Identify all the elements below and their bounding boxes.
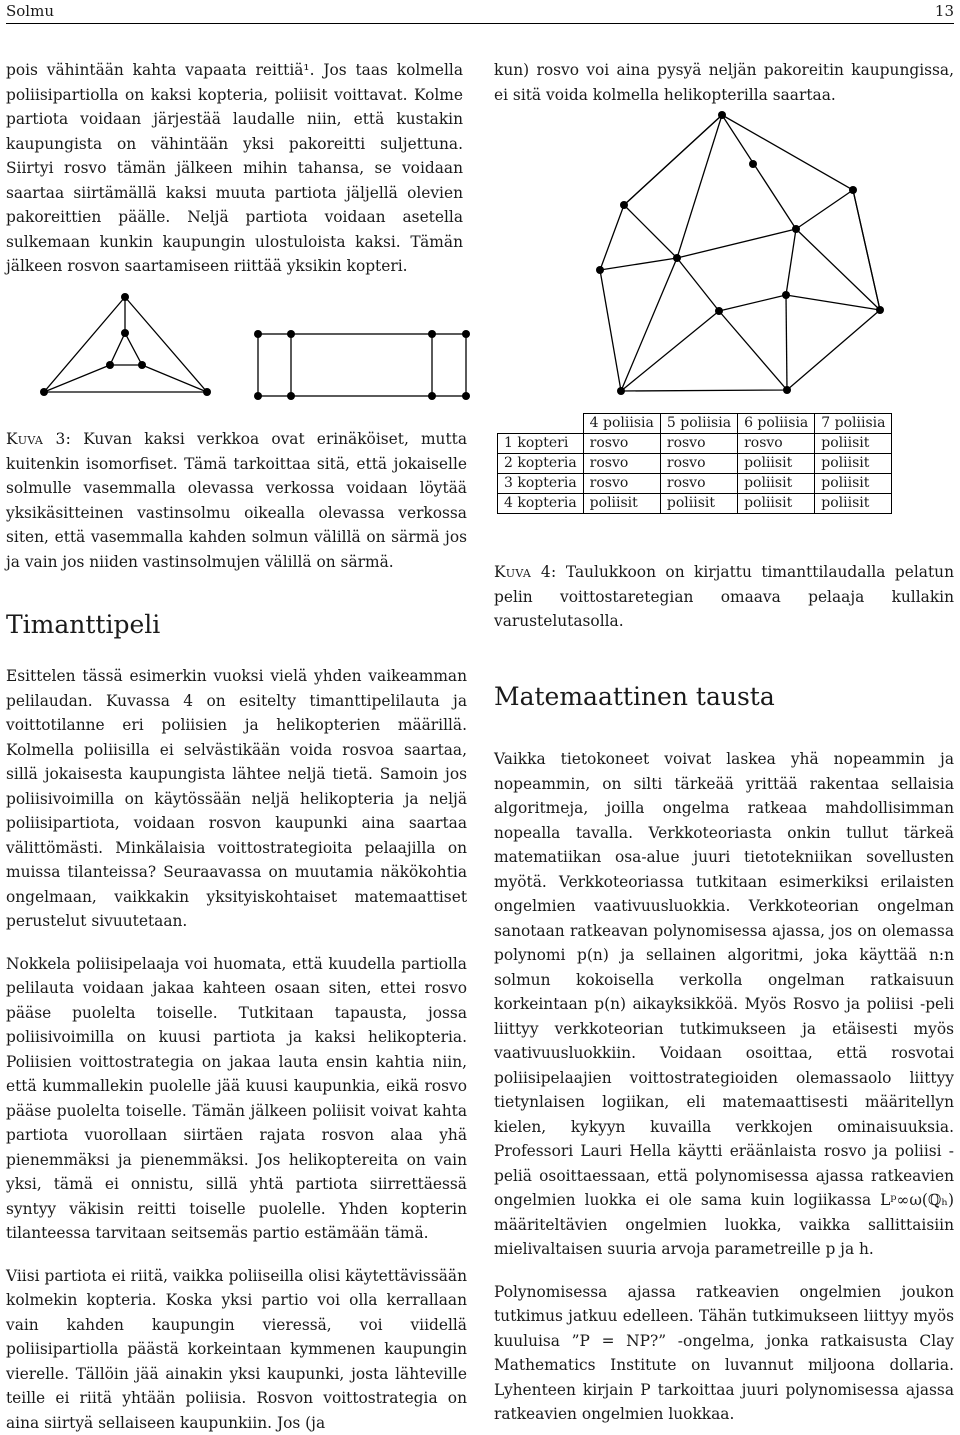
table-cell: rosvo xyxy=(583,434,660,454)
table-row xyxy=(498,454,892,474)
graph-node xyxy=(462,392,470,400)
graph-node xyxy=(620,201,628,209)
graph-node xyxy=(254,392,262,400)
table-cell: poliisit xyxy=(738,494,815,514)
paragraph: Vaikka tietokoneet voivat laskea yhä nopeammin ja nopeammin, on silti tärkeää yrittää rakentaa sellaisia algoritmeja, joilla ongelma ratkeaa mahdollisimman nopealla tavalla. Verkkoteoriasta onkin tullut tärkeä matematiikan osa-alue juuri tietotekniikan sovellusten myötä. Verkkoteoriassa tutkitaan esimerkiksi erilaisten ongelmien vaativuusluokkia. Verkkoteorian ongelman sanotaan ratkeavan polynomisessa ajassa, jos on olemassa polynomi p(n) ja sellainen algoritmi, joka käyttää n:n solmun kokoisella verkolla ongelman ratkaisuun korkeintaan p(n) aikayksikköä. Myös Rosvo ja poliisi -peli liittyy verkkoteorian tutkimukseen ja etäisesti myös vaativuusluokkiin. Voidaan osoittaa, että rosvotai poliisipelaajien voittostrategioiden olemassaolo liittyy tietynlaisen logiikan, eli matemaattisesti määritellyn kielen, kykyyn kuvailla verkkojen ominaisuuksia. Professori Lauri Hella käytti eräänlaista rosvo ja poliisi -peliä osoittaessaan, että polynomisessa ajassa ratkeavien ongelmien luokka ei ole sama kuin logiikassa Lᵖ∞ω(ℚₕ) määriteltävien ongelmien luokka, vaikka sallittaisiin mielivaltaisen suuria arvoja parametreille p ja h. xyxy=(494,747,954,1262)
graph-node xyxy=(428,330,436,338)
rectangle-nodes xyxy=(254,330,470,400)
rectangle-edges xyxy=(258,334,466,396)
running-title: Solmu xyxy=(6,0,54,22)
table-cell: poliisit xyxy=(815,474,892,494)
diamond-board-nodes xyxy=(596,111,884,395)
graph-node xyxy=(876,306,884,314)
triangle-edges xyxy=(44,297,207,392)
paragraph: Polynomisessa ajassa ratkeavien ongelmien joukon tutkimus jatkuu edelleen. Tähän tutkimukseen liittyy myös kuuluisa ”P = NP?” -ongelma, jonka ratkaisusta Clay Mathematics Institute on luvannut miljoona dollaria. Lyhenteen kirjain P tarkoittaa juuri polynomisessa ajassa ratkeavien ongelmien luokkaa. xyxy=(494,1280,954,1427)
graph-node xyxy=(254,330,262,338)
graph-node xyxy=(749,160,757,168)
figure3-caption xyxy=(6,427,467,574)
graph-node xyxy=(783,386,791,394)
caption-text: Kuvan kaksi verkkoa ovat erinäköiset, mutta kuitenkin isomorfiset. Tämä tarkoittaa sitä, että jokaiselle solmulle vasemmalla olevassa verkossa voidaan löytää yksikäsitteinen vastinsolmu oikealla olevassa verkossa siten, että vasemmalla kahden solmun välillä on särmä jos ja vain jos niiden vastinsolmujen välillä on särmä. xyxy=(6,430,467,571)
table-cell: rosvo xyxy=(660,454,737,474)
graph-node xyxy=(106,361,114,369)
table-cell: poliisit xyxy=(583,494,660,514)
graph-node xyxy=(121,293,129,301)
row-header: 1 kopteri xyxy=(498,434,584,454)
diamond-board-edges xyxy=(600,115,880,391)
page-number: 13 xyxy=(935,0,954,22)
graph-node xyxy=(718,111,726,119)
graph-node xyxy=(203,388,211,396)
column-header: 5 poliisia xyxy=(660,414,737,434)
graph-node xyxy=(287,330,295,338)
table-cell: rosvo xyxy=(660,474,737,494)
table-header-row xyxy=(498,414,892,434)
figure-label: Kuva 4: xyxy=(494,563,556,581)
table-cell: rosvo xyxy=(583,454,660,474)
table-cell: rosvo xyxy=(738,434,815,454)
graph-node xyxy=(792,225,800,233)
column-header: 4 poliisia xyxy=(583,414,660,434)
graph-node xyxy=(715,307,723,315)
table-cell: poliisit xyxy=(815,454,892,474)
graph-node xyxy=(596,266,604,274)
figure-label: Kuva 3: xyxy=(6,430,71,448)
section-title-tausta: Matemaattinen tausta xyxy=(494,682,775,711)
column-header: 6 poliisia xyxy=(738,414,815,434)
paragraph: pois vähintään kahta vapaata reittiä¹. Jos taas kolmella poliisipartiolla on kaksi kopteria, poliisit voittavat. Kolme partiota voidaan järjestää laudalle niin, että kustakin kaupungista on vähintään yksi pakoreitti suljettuna. Siirtyi rosvo tämän jälkeen mihin tahansa, se voidaan saartaa siirtämällä kaksi muuta partiota jäljellä olevien pakoreittien päälle. Neljä partiota voidaan asetella sulkemaan kunkin kaupungin ulostuloista kaksi. Tämän jälkeen rosvon saartamiseen riittää yksikin kopteri. xyxy=(6,58,463,279)
figure4-caption xyxy=(494,560,954,634)
table-cell: rosvo xyxy=(583,474,660,494)
graph-node xyxy=(40,388,48,396)
row-header: 4 kopteria xyxy=(498,494,584,514)
paragraph: Nokkela poliisipelaaja voi huomata, että kuudella partiolla pelilauta voidaan jakaa kahteen osaan siten, ettei rosvo pääse puolelta toiselle. Tutkitaan tapausta, jossa poliisivoimilla on kuusi partiota ja kaksi helikopteria. Poliisien voittostrategia on jakaa lauta ensin kahtia niin, että kummallekin puolelle jää kuusi kaupunkia, eikä rosvo pääse puolelta toiselle. Tämän jälkeen poliisit voivat kahta partiota vuorollaan siirtäen rajata rosvon alaa yhä pienemmäksi ja pienemmäksi. Jos helikoptereita on vain yksi, tämä ei onnistu, sillä yhtä partiota siirrettäessä syntyy väkisin reitti toiselle puolelle. Yhden kopterin tilanteessa tarvitaan seitsemäs partio estämään tämä. xyxy=(6,952,467,1246)
section-title-timanttipeli: Timanttipeli xyxy=(6,610,160,639)
graph-node xyxy=(428,392,436,400)
graph-node xyxy=(617,387,625,395)
caption-text: Taulukkoon on kirjattu timanttilaudalla pelatun pelin voittostaretegian omaava pelaaja kullakin varustelutasolla. xyxy=(494,563,954,630)
paragraph: kun) rosvo voi aina pysyä neljän pakoreitin kaupungissa, ei sitä voida kolmella helikopterilla saartaa. xyxy=(494,58,954,107)
tausta-text xyxy=(494,747,954,1427)
graph-node xyxy=(121,329,129,337)
table-cell: rosvo xyxy=(660,434,737,454)
table-cell: poliisit xyxy=(738,474,815,494)
table-cell: poliisit xyxy=(815,494,892,514)
graph-node xyxy=(138,361,146,369)
table-cell: poliisit xyxy=(738,454,815,474)
results-table xyxy=(497,413,892,514)
table-cell: poliisit xyxy=(815,434,892,454)
row-header: 2 kopteria xyxy=(498,454,584,474)
row-header: 3 kopteria xyxy=(498,474,584,494)
paragraph: Esittelen tässä esimerkin vuoksi vielä yhden vaikeamman pelilaudan. Kuvassa 4 on esitelty timanttipelilauta ja voittotilanne eri poliisien ja helikopterien määrillä. Kolmella poliisilla ei selvästikään voida rosvoa saartaa, sillä jokaisesta kaupungista lähtee neljä tietä. Samoin jos poliisivoimilla on käytössään neljä helikopteria ja neljä poliisipartiota, voidaan rosvon kaupunki aina saartaa välittömästi. Minkälaisia voittostrategioita pelaajilla on muissa tilanteissa? Seuraavassa on muutamia näkökohtia ongelmaan, vaikkakin yksityiskohtaiset matemaattiset perustelut sivuutetaan. xyxy=(6,664,467,934)
timanttipeli-text xyxy=(6,664,467,1435)
graph-node xyxy=(849,186,857,194)
table-row xyxy=(498,474,892,494)
table-row xyxy=(498,494,892,514)
table-corner xyxy=(498,414,584,434)
table-cell: poliisit xyxy=(660,494,737,514)
graph-node xyxy=(782,291,790,299)
table-row xyxy=(498,434,892,454)
graph-node xyxy=(462,330,470,338)
column-header: 7 poliisia xyxy=(815,414,892,434)
graph-node xyxy=(673,254,681,262)
graph-node xyxy=(287,392,295,400)
paragraph: Viisi partiota ei riitä, vaikka poliiseilla olisi käytettävissään kolmekin kopteria. Koska yksi partio voi olla kerrallaan vain kahden kaupungin vieressä, voi viidellä poliisipartiolla päästä korkeintaan kymmenen kaupungin vierelle. Tällöin jää ainakin yksi kaupunki, josta lähteville teille ei riitä yhtään poliisia. Rosvon voittostrategia on aina siirtyä sellaiseen kaupunkiin. Jos (ja xyxy=(6,1264,467,1435)
